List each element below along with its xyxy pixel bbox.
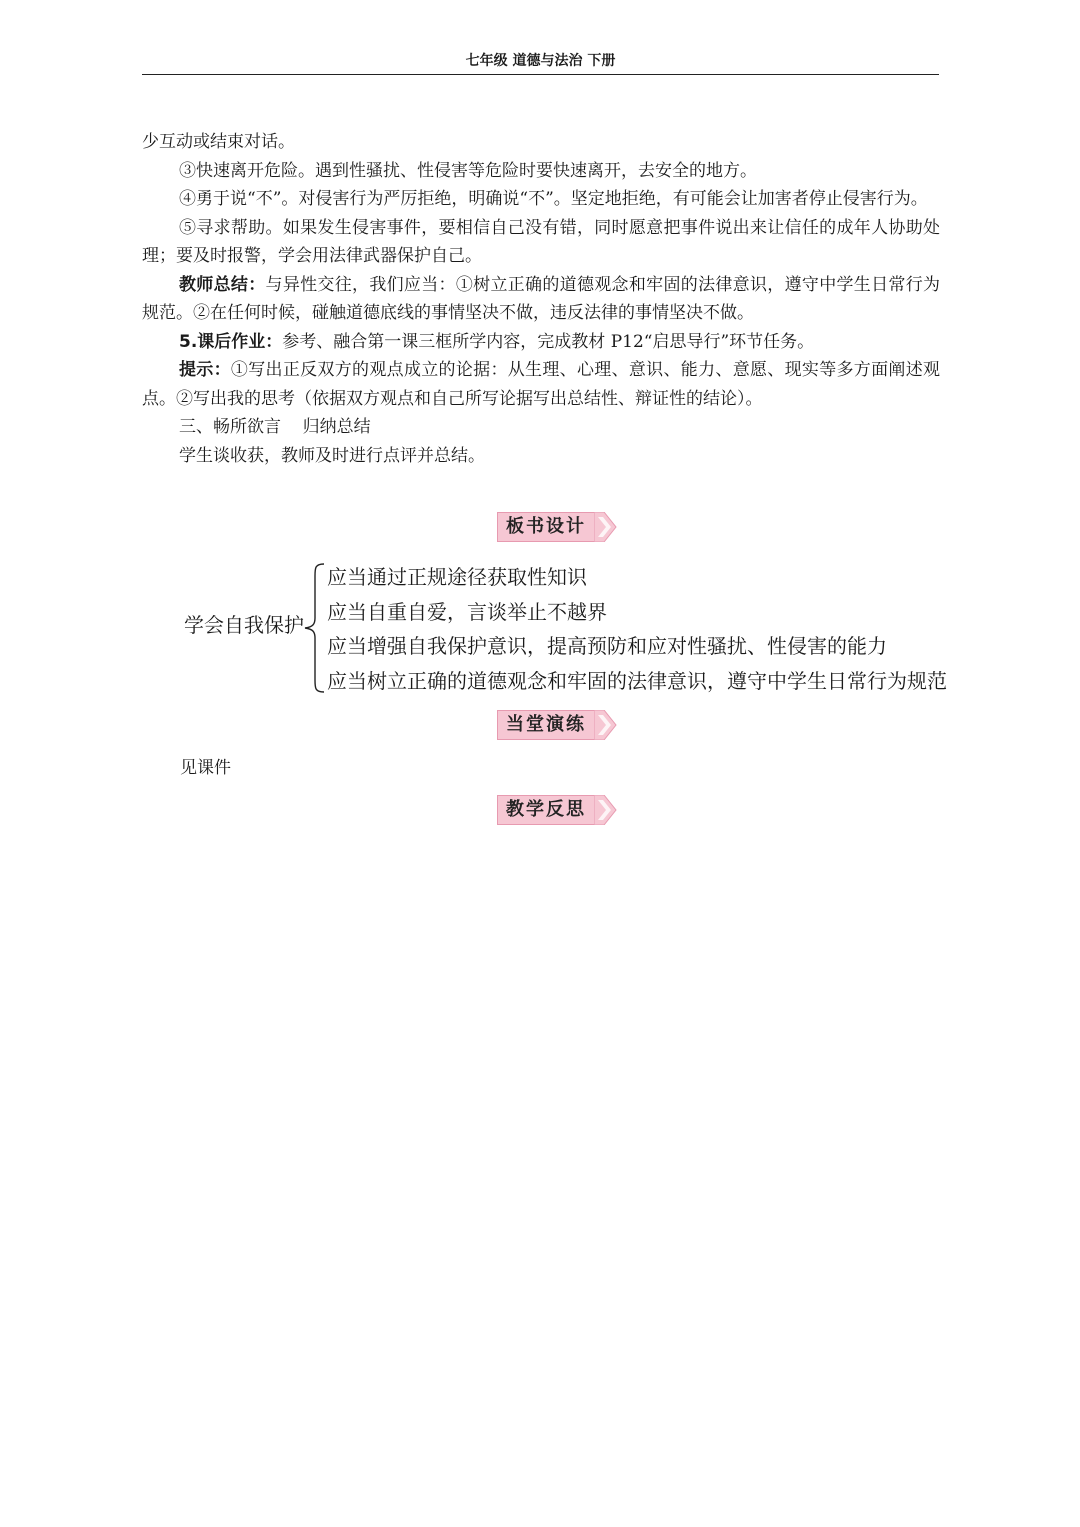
board-root-label: 学会自我保护 xyxy=(184,613,304,637)
homework-text: 参考、融合第一课三框所学内容，完成教材 P12“启思导行”环节任务。 xyxy=(282,331,815,352)
board-item: 应当自重自爱，言谈举止不越界 xyxy=(327,599,607,624)
practice-text: 见课件 xyxy=(180,758,231,778)
teacher-summary-text: 与异性交往，我们应当：①树立正确的道德观念和牢固的法律意识，遵守中学生日常行为规范。②在任何时候，碰触道德底线的事情坚决不做，违反法律的事情坚决不做。 xyxy=(142,274,941,323)
practice-title: 当堂演练 xyxy=(497,710,594,740)
practice-ribbon xyxy=(497,710,618,740)
paragraph-student-summary: 学生谈收获，教师及时进行点评并总结。 xyxy=(179,445,485,466)
brace-icon xyxy=(302,562,328,694)
hint-text: ①写出正反双方的观点成立的论据：从生理、心理、意识、能力、意愿、现实等多方面阐述观点。②写出我的思考（依据双方观点和自己所写论据写出总结性、辩证性的结论）。 xyxy=(142,360,941,409)
board-item: 应当树立正确的道德观念和牢固的法律意识，遵守中学生日常行为规范 xyxy=(327,668,947,693)
paragraph-teacher-summary xyxy=(142,271,940,328)
paragraph-seek-help: ⑤寻求帮助。如果发生侵害事件，要相信自己没有错，同时愿意把事件说出来让信任的成年人协助处理；要及时报警，学会用法律武器保护自己。 xyxy=(142,217,940,266)
board-design-title: 板书设计 xyxy=(497,512,594,542)
ribbon-arrow-icon xyxy=(594,512,618,542)
paragraph-say-no: ④勇于说“不”。对侵害行为严厉拒绝，明确说“不”。坚定地拒绝，有可能会让加害者停止侵害行为。 xyxy=(179,189,928,209)
homework-lead: 5.课后作业： xyxy=(179,331,283,352)
reflection-ribbon xyxy=(497,795,618,825)
paragraph-homework xyxy=(142,328,940,357)
reflection-title: 教学反思 xyxy=(497,795,594,825)
teacher-summary-lead: 教师总结： xyxy=(179,274,266,295)
paragraph-continued: 少互动或结束对话。 xyxy=(142,132,295,152)
ribbon-arrow-icon xyxy=(594,710,618,740)
page-header xyxy=(142,52,939,75)
ribbon-arrow-icon xyxy=(594,795,618,825)
board-items xyxy=(327,560,947,698)
hint-lead: 提示： xyxy=(179,360,231,380)
paragraph-hint xyxy=(142,356,940,413)
body-text xyxy=(142,128,940,470)
paragraph-leave-danger: ③快速离开危险。遇到性骚扰、性侵害等危险时要快速离开，去安全的地方。 xyxy=(179,160,757,181)
board-design-ribbon xyxy=(497,512,618,542)
paragraph-section-three: 三、畅所欲言 归纳总结 xyxy=(179,417,371,437)
board-design xyxy=(184,560,964,695)
board-item: 应当增强自我保护意识，提高预防和应对性骚扰、性侵害的能力 xyxy=(327,634,887,658)
header-title: 七年级 道德与法治 下册 xyxy=(465,53,616,69)
board-item: 应当通过正规途径获取性知识 xyxy=(327,565,587,589)
